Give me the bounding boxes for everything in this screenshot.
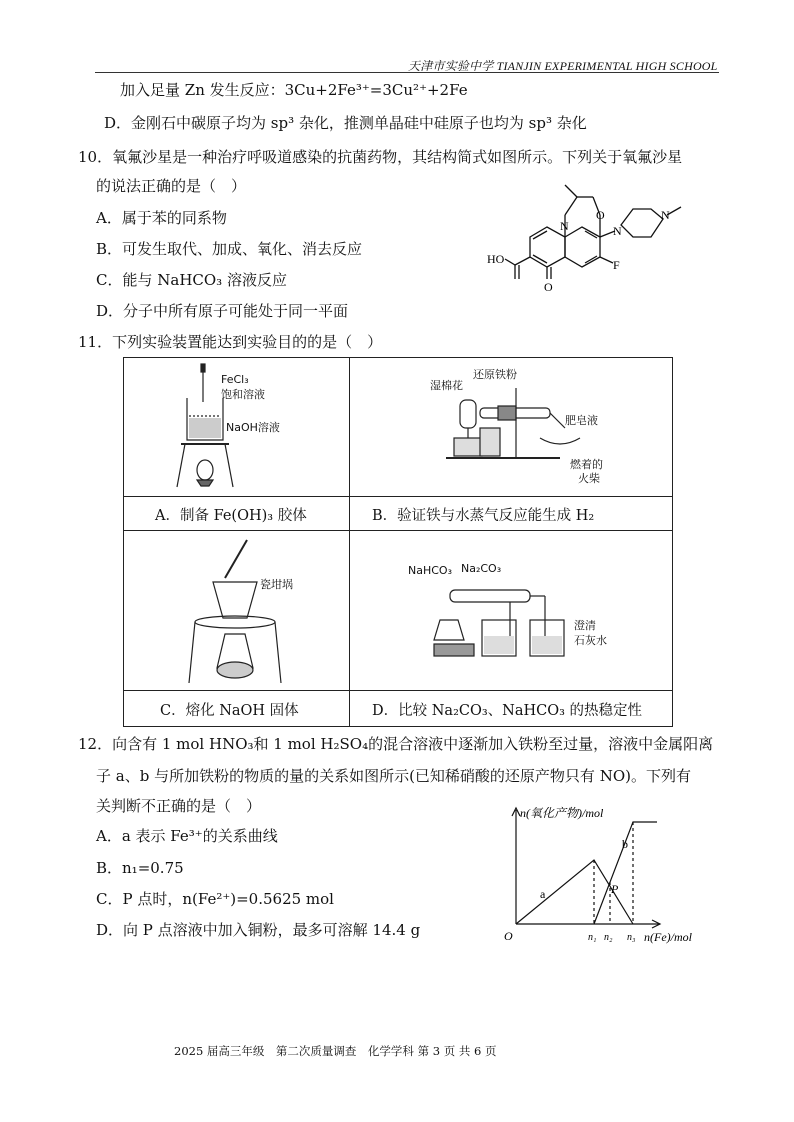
- table-rule-1: [123, 496, 673, 497]
- ring-o-label: O: [596, 208, 605, 222]
- ofloxacin-structure-diagram: [485, 175, 725, 305]
- label-na2co3: Na₂CO₃: [461, 562, 502, 575]
- y-axis-label: n(氧化产物)/mol: [520, 806, 604, 820]
- tick-n2: n₂: [604, 932, 613, 943]
- pip-n2-label: N: [661, 208, 670, 222]
- q10-option-a: A．属于苯的同系物: [96, 209, 227, 227]
- label-match: 火柴: [578, 472, 600, 485]
- label-saturated-solution: 饱和溶液: [221, 388, 265, 401]
- f-label: F: [613, 258, 620, 272]
- tick-n1: n₁: [588, 932, 597, 943]
- label-nahco3: NaHCO₃: [408, 564, 452, 577]
- label-reduced-iron-powder: 还原铁粉: [473, 368, 517, 381]
- label-burning: 燃着的: [570, 458, 603, 471]
- caption-b: B．验证铁与水蒸气反应能生成 H₂: [372, 508, 595, 524]
- label-naoh-solution: NaOH溶液: [226, 421, 280, 434]
- q9-option-d: D．金刚石中碳原子均为 sp³ 杂化，推测单晶硅中硅原子也均为 sp³ 杂化: [104, 114, 587, 132]
- q12-stem-line2: 子 a、b 与所加铁粉的物质的量的关系如图所示(已知稀硝酸的还原产物只有 NO)。下列有: [96, 767, 691, 785]
- label-limewater: 石灰水: [574, 634, 607, 647]
- series-b-label: b: [622, 837, 628, 851]
- tick-n3: n₃: [627, 932, 636, 943]
- page-footer: 2025 届高三年级 第二次质量调查 化学学科 第 3 页 共 6 页: [174, 1044, 497, 1058]
- q12-option-d: D．向 P 点溶液中加入铜粉，最多可溶解 14.4 g: [96, 921, 421, 939]
- q10-option-c: C．能与 NaHCO₃ 溶液反应: [96, 271, 287, 289]
- apparatus-d-drawing: [430, 570, 590, 660]
- table-divider-vertical: [349, 357, 350, 727]
- q10-stem-line2: 的说法正确的是（ ）: [96, 177, 247, 195]
- label-fecl3: FeCl₃: [221, 373, 249, 386]
- label-porcelain-crucible: 瓷坩埚: [260, 578, 293, 591]
- ho-label: HO: [487, 252, 505, 266]
- header-rule: [95, 72, 719, 73]
- table-rule-3: [123, 690, 673, 691]
- q10-option-d: D．分子中所有原子可能处于同一平面: [96, 302, 349, 320]
- label-wet-cotton: 湿棉花: [430, 379, 463, 392]
- q12-stem-line1: 12．向含有 1 mol HNO₃和 1 mol H₂SO₄的混合溶液中逐渐加入铁粉至过量，溶液中金属阳离: [78, 735, 714, 753]
- fe-ion-chart: [500, 800, 720, 950]
- caption-a: A．制备 Fe(OH)₃ 胶体: [155, 508, 307, 524]
- school-header: 天津市实验中学 TIANJIN EXPERIMENTAL HIGH SCHOOL: [408, 59, 718, 73]
- q10-stem-line1: 10．氧氟沙星是一种治疗呼吸道感染的抗菌药物，其结构简式如图所示。下列关于氧氟沙星: [78, 148, 683, 166]
- q9-option-c-continuation: 加入足量 Zn 发生反应：3Cu+2Fe³⁺=3Cu²⁺+2Fe: [120, 81, 468, 99]
- table-rule-2: [123, 530, 673, 531]
- caption-c: C．熔化 NaOH 固体: [160, 703, 299, 719]
- x-axis-label: n(Fe)/mol: [644, 930, 692, 944]
- label-soap-solution: 肥皂液: [565, 414, 598, 427]
- caption-d: D．比较 Na₂CO₃、NaHCO₃ 的热稳定性: [372, 703, 643, 719]
- series-a-label: a: [540, 887, 546, 901]
- q12-stem-line3: 关判断不正确的是（ ）: [96, 797, 262, 815]
- q12-option-b: B．n₁=0.75: [96, 859, 184, 877]
- point-p-label: P: [611, 882, 619, 896]
- ring-n-label: N: [560, 219, 569, 233]
- q12-option-a: A．a 表示 Fe³⁺的关系曲线: [96, 827, 278, 845]
- pip-n1-label: N: [613, 224, 622, 238]
- q12-option-c: C．P 点时，n(Fe²⁺)=0.5625 mol: [96, 890, 334, 908]
- label-clear: 澄清: [574, 619, 596, 632]
- origin-label: O: [504, 929, 513, 943]
- q10-option-b: B．可发生取代、加成、氧化、消去反应: [96, 240, 363, 258]
- apparatus-c-drawing: [185, 538, 285, 686]
- q11-stem: 11．下列实验装置能达到实验目的的是（ ）: [78, 333, 383, 351]
- carbonyl-o-label: O: [544, 280, 553, 294]
